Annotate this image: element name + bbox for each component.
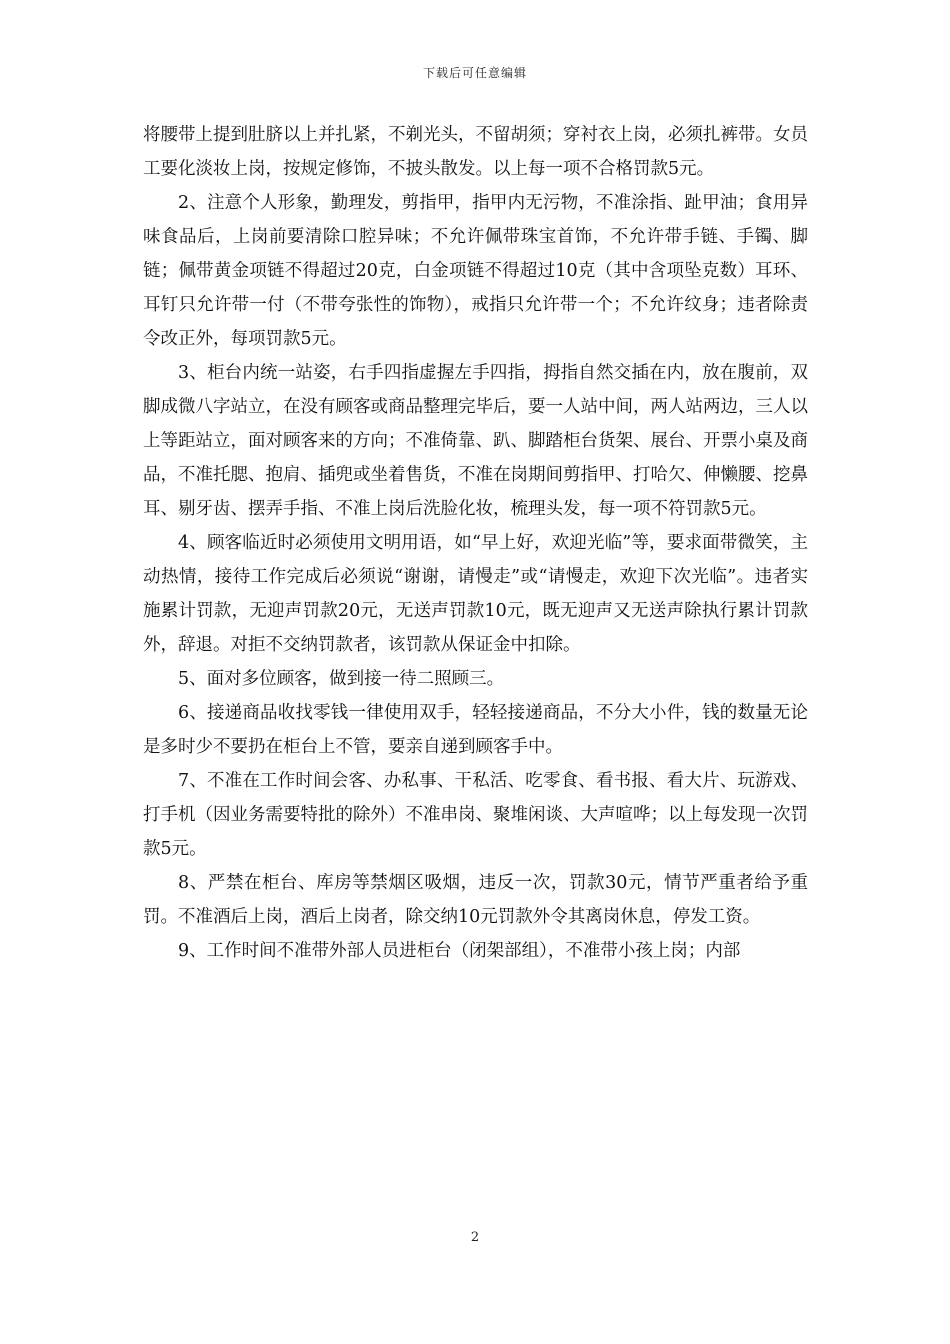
paragraph-5: 5、面对多位顾客，做到接一待二照顾三。 [178, 669, 505, 689]
page-number: 2 [470, 1230, 480, 1245]
paragraph-6: 6、接递商品收找零钱一律使用双手，轻轻接递商品，不分大小件，钱的数量无论是多时少不要扔在柜台上不管，要亲自递到顾客手中。 [143, 703, 808, 757]
paragraph-4: 4、顾客临近时必须使用文明用语，如“早上好，欢迎光临”等，要求面带微笑，主动热情，接待工作完成后必须说“谢谢，请慢走”或“请慢走，欢迎下次光临”。违者实施累计罚款，无迎声罚款20元，无送声罚款10元，既无迎声又无送声除执行累计罚款外，辞退。对拒不交纳罚款者，该罚款从保证金中扣除。 [143, 533, 808, 655]
paragraph-9: 9、工作时间不准带外部人员进柜台（闭架部组），不准带小孩上岗；内部 [178, 941, 741, 961]
paragraph-3: 3、柜台内统一站姿，右手四指虚握左手四指，拇指自然交插在内，放在腹前，双脚成微八字站立，在没有顾客或商品整理完毕后，要一人站中间，两人站两边，三人以上等距站立，面对顾客来的方向；不准倚靠、趴、脚踏柜台货架、展台、开票小桌及商品，不准托腮、抱肩、插兜或坐着售货，不准在岗期间剪指甲、打哈欠、伸懒腰、挖鼻耳、剔牙齿、摆弄手指、不准上岗后洗脸化妆，梳理头发，每一项不符罚款5元。 [143, 363, 808, 519]
paragraph-8: 8、严禁在柜台、库房等禁烟区吸烟，违反一次，罚款30元，情节严重者给予重罚。不准酒后上岗，酒后上岗者，除交纳10元罚款外令其离岗休息，停发工资。 [143, 873, 808, 927]
paragraph-continued: 将腰带上提到肚脐以上并扎紧，不剃光头，不留胡须；穿衬衣上岗，必须扎裤带。女员工要化淡妆上岗，按规定修饰，不披头散发。以上每一项不合格罚款5元。 [143, 125, 808, 179]
paragraph-7: 7、不准在工作时间会客、办私事、干私活、吃零食、看书报、看大片、玩游戏、打手机（因业务需要特批的除外）不准串岗、聚堆闲谈、大声喧哗；以上每发现一次罚款5元。 [143, 771, 808, 859]
document-body [143, 118, 808, 968]
paragraph-2: 2、注意个人形象，勤理发，剪指甲，指甲内无污物，不准涂指、趾甲油；食用异味食品后，上岗前要清除口腔异味；不允许佩带珠宝首饰，不允许带手链、手镯、脚链；佩带黄金项链不得超过20克，白金项链不得超过10克（其中含项坠克数）耳环、耳钉只允许带一付（不带夸张性的饰物），戒指只允许带一个；不允许纹身；违者除责令改正外，每项罚款5元。 [143, 193, 808, 349]
page-header: 下载后可任意编辑 [422, 66, 527, 80]
